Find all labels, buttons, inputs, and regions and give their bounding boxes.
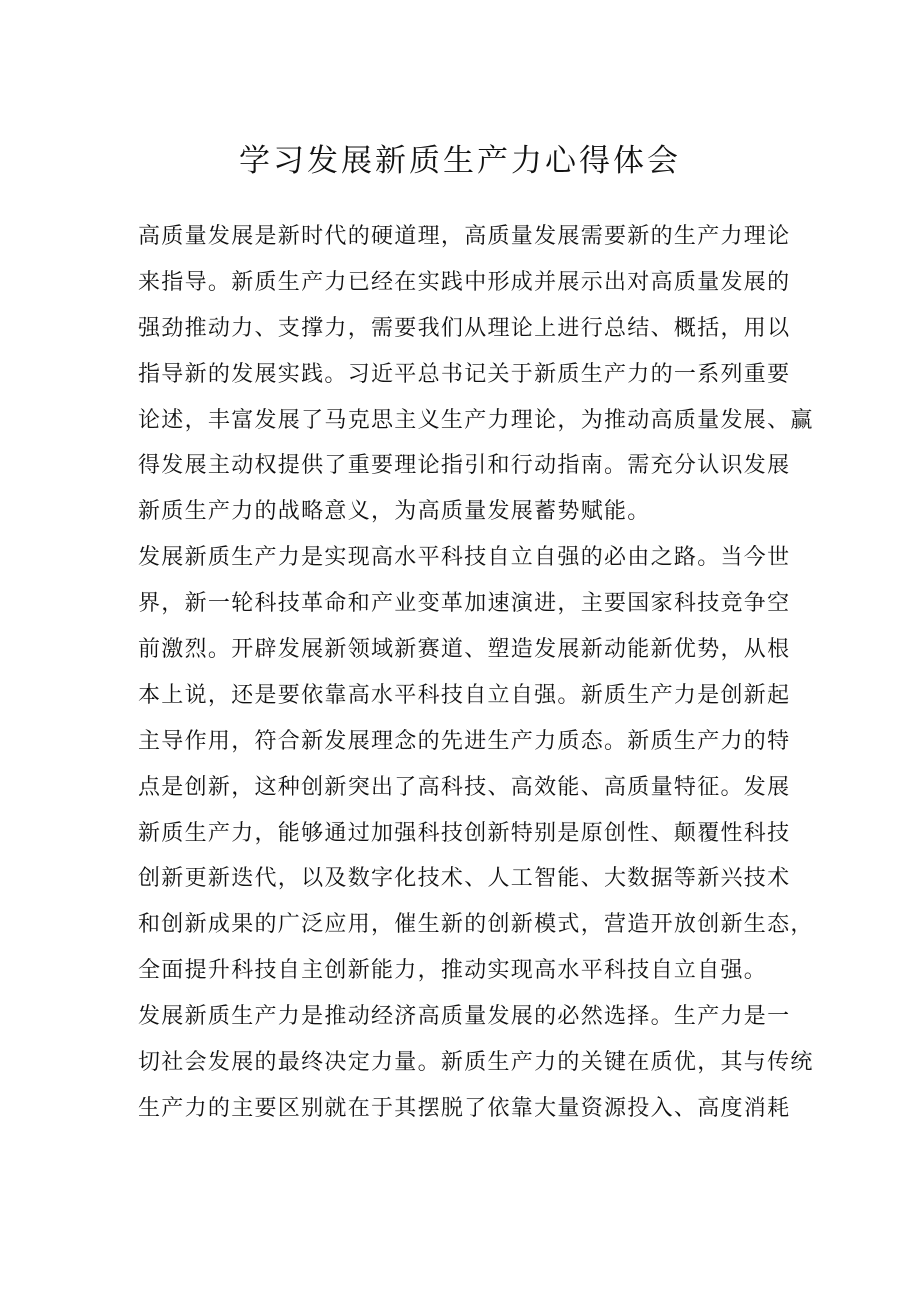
text-line: 新质生产力的战略意义，为高质量发展蓄势赋能。 [138,499,651,525]
text-line: 创新更新迭代，以及数字化技术、人工智能、大数据等新兴技术 [138,866,791,892]
text-line: 发展新质生产力是实现高水平科技自立自强的必由之路。当今世 [138,545,791,571]
text-line: 高质量发展是新时代的硬道理，高质量发展需要新的生产力理论 [138,224,791,249]
text-line: 前激烈。开辟发展新领域新赛道、塑造发展新动能新优势，从根 [138,637,791,663]
document-title: 学习发展新质生产力心得体会 [239,143,681,179]
text-line: 得发展主动权提供了重要理论指引和行动指南。需充分认识发展 [138,453,791,479]
text-line: 来指导。新质生产力已经在实践中形成并展示出对高质量发展的 [138,269,791,295]
text-line: 点是创新，这种创新突出了高科技、高效能、高质量特征。发展 [138,774,791,800]
text-line: 论述，丰富发展了马克思主义生产力理论，为推动高质量发展、赢 [138,407,814,433]
text-line: 主导作用，符合新发展理念的先进生产力质态。新质生产力的特 [138,728,791,754]
text-line: 全面提升科技自主创新能力，推动实现高水平科技自立自强。 [138,958,768,984]
text-line: 和创新成果的广泛应用，催生新的创新模式，营造开放创新生态， [138,912,814,938]
text-line: 界，新一轮科技革命和产业变革加速演进，主要国家科技竞争空 [138,591,791,617]
text-line: 发展新质生产力是推动经济高质量发展的必然选择。生产力是一 [138,1004,791,1030]
text-line: 本上说，还是要依靠高水平科技自立自强。新质生产力是创新起 [138,682,791,708]
document-body [138,214,814,1132]
text-line: 切社会发展的最终决定力量。新质生产力的关键在质优，其与传统 [138,1050,814,1076]
text-line: 新质生产力，能够通过加强科技创新特别是原创性、颠覆性科技 [138,820,791,846]
text-line: 强劲推动力、支撑力，需要我们从理论上进行总结、概括，用以 [138,315,791,341]
text-line: 生产力的主要区别就在于其摆脱了依靠大量资源投入、高度消耗 [138,1095,791,1121]
text-line: 指导新的发展实践。习近平总书记关于新质生产力的一系列重要 [138,361,791,387]
